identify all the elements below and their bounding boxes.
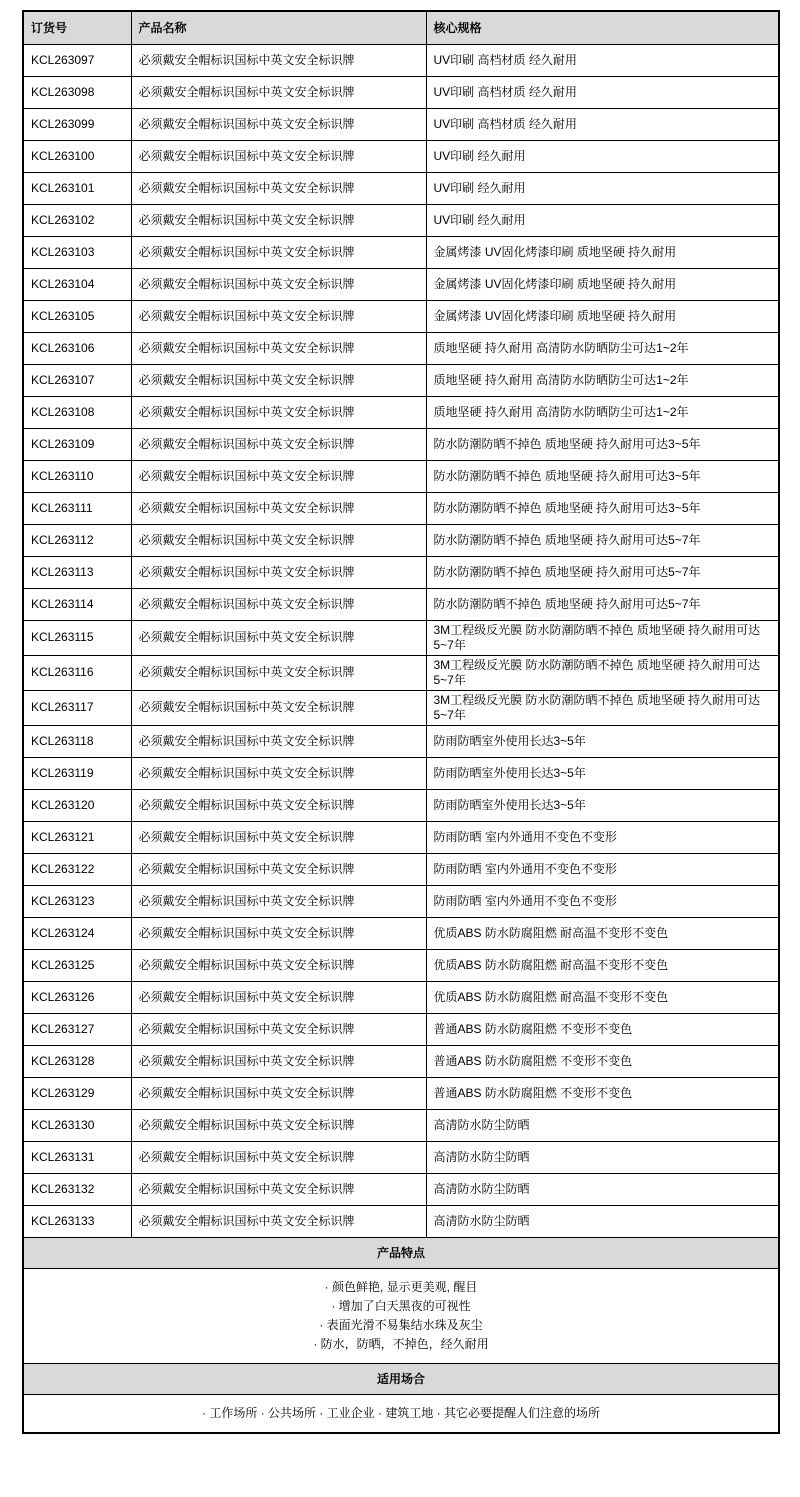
spec-cell: 普通ABS 防水防腐阻燃 不变形不变色 xyxy=(426,1077,779,1109)
features-body-row xyxy=(23,1268,779,1363)
spec-cell: 普通ABS 防水防腐阻燃 不变形不变色 xyxy=(426,1013,779,1045)
spec-cell: 3M工程级反光膜 防水防潮防晒不掉色 质地坚硬 持久耐用可达5~7年 xyxy=(426,690,779,725)
table-row xyxy=(23,44,779,76)
order-code-cell: KCL263121 xyxy=(23,821,131,853)
table-row xyxy=(23,556,779,588)
table-row xyxy=(23,853,779,885)
column-header-order-code: 订货号 xyxy=(23,11,131,44)
table-row xyxy=(23,588,779,620)
feature-item: · 防水，防晒，不掉色，经久耐用 xyxy=(313,1336,489,1351)
spec-cell: 金属烤漆 UV固化烤漆印刷 质地坚硬 持久耐用 xyxy=(426,268,779,300)
spec-cell: 优质ABS 防水防腐阻燃 耐高温不变形不变色 xyxy=(426,917,779,949)
table-row xyxy=(23,76,779,108)
info-sections xyxy=(23,1237,779,1433)
spec-cell: 防水防潮防晒不掉色 质地坚硬 持久耐用可达3~5年 xyxy=(426,428,779,460)
table-body xyxy=(23,44,779,1237)
product-name-cell: 必须戴安全帽标识国标中英文安全标识牌 xyxy=(131,690,426,725)
usage-title-row xyxy=(23,1363,779,1394)
spec-cell: 3M工程级反光膜 防水防潮防晒不掉色 质地坚硬 持久耐用可达5~7年 xyxy=(426,655,779,690)
product-name-cell: 必须戴安全帽标识国标中英文安全标识牌 xyxy=(131,556,426,588)
product-name-cell: 必须戴安全帽标识国标中英文安全标识牌 xyxy=(131,789,426,821)
product-name-cell: 必须戴安全帽标识国标中英文安全标识牌 xyxy=(131,204,426,236)
product-name-cell: 必须戴安全帽标识国标中英文安全标识牌 xyxy=(131,655,426,690)
spec-cell: 防水防潮防晒不掉色 质地坚硬 持久耐用可达5~7年 xyxy=(426,588,779,620)
spec-cell: 普通ABS 防水防腐阻燃 不变形不变色 xyxy=(426,1045,779,1077)
order-code-cell: KCL263130 xyxy=(23,1109,131,1141)
product-name-cell: 必须戴安全帽标识国标中英文安全标识牌 xyxy=(131,428,426,460)
section-title-features: 产品特点 xyxy=(23,1237,779,1268)
product-name-cell: 必须戴安全帽标识国标中英文安全标识牌 xyxy=(131,140,426,172)
order-code-cell: KCL263122 xyxy=(23,853,131,885)
product-name-cell: 必须戴安全帽标识国标中英文安全标识牌 xyxy=(131,460,426,492)
feature-item: · 表面光滑不易集结水珠及灰尘 xyxy=(319,1317,483,1332)
order-code-cell: KCL263129 xyxy=(23,1077,131,1109)
table-row xyxy=(23,428,779,460)
table-row xyxy=(23,396,779,428)
order-code-cell: KCL263132 xyxy=(23,1173,131,1205)
table-header-row xyxy=(23,11,779,44)
order-code-cell: KCL263114 xyxy=(23,588,131,620)
table-row xyxy=(23,204,779,236)
order-code-cell: KCL263100 xyxy=(23,140,131,172)
product-name-cell: 必须戴安全帽标识国标中英文安全标识牌 xyxy=(131,757,426,789)
spec-cell: 防雨防晒室外使用长达3~5年 xyxy=(426,725,779,757)
product-name-cell: 必须戴安全帽标识国标中英文安全标识牌 xyxy=(131,1205,426,1237)
order-code-cell: KCL263115 xyxy=(23,620,131,655)
table-row xyxy=(23,885,779,917)
order-code-cell: KCL263107 xyxy=(23,364,131,396)
table-row xyxy=(23,1045,779,1077)
product-name-cell: 必须戴安全帽标识国标中英文安全标识牌 xyxy=(131,172,426,204)
table-row xyxy=(23,725,779,757)
spec-cell: 高清防水防尘防晒 xyxy=(426,1205,779,1237)
spec-cell: UV印刷 高档材质 经久耐用 xyxy=(426,76,779,108)
order-code-cell: KCL263119 xyxy=(23,757,131,789)
table-row xyxy=(23,524,779,556)
spec-cell: 防水防潮防晒不掉色 质地坚硬 持久耐用可达3~5年 xyxy=(426,460,779,492)
order-code-cell: KCL263103 xyxy=(23,236,131,268)
product-name-cell: 必须戴安全帽标识国标中英文安全标识牌 xyxy=(131,821,426,853)
table-row xyxy=(23,1013,779,1045)
product-name-cell: 必须戴安全帽标识国标中英文安全标识牌 xyxy=(131,1109,426,1141)
product-name-cell: 必须戴安全帽标识国标中英文安全标识牌 xyxy=(131,853,426,885)
product-name-cell: 必须戴安全帽标识国标中英文安全标识牌 xyxy=(131,1077,426,1109)
usage-text: · 工作场所 · 公共场所 · 工业企业 · 建筑工地 · 其它必要提醒人们注意的场所 xyxy=(23,1394,779,1433)
spec-cell: 金属烤漆 UV固化烤漆印刷 质地坚硬 持久耐用 xyxy=(426,236,779,268)
order-code-cell: KCL263106 xyxy=(23,332,131,364)
feature-item: · 颜色鲜艳, 显示更美观, 醒目 xyxy=(324,1279,478,1294)
spec-cell: 质地坚硬 持久耐用 高清防水防晒防尘可达1~2年 xyxy=(426,396,779,428)
product-name-cell: 必须戴安全帽标识国标中英文安全标识牌 xyxy=(131,332,426,364)
spec-cell: 高清防水防尘防晒 xyxy=(426,1173,779,1205)
order-code-cell: KCL263123 xyxy=(23,885,131,917)
spec-cell: 优质ABS 防水防腐阻燃 耐高温不变形不变色 xyxy=(426,949,779,981)
table-row xyxy=(23,789,779,821)
spec-cell: 高清防水防尘防晒 xyxy=(426,1141,779,1173)
order-code-cell: KCL263108 xyxy=(23,396,131,428)
spec-cell: 防水防潮防晒不掉色 质地坚硬 持久耐用可达3~5年 xyxy=(426,492,779,524)
product-name-cell: 必须戴安全帽标识国标中英文安全标识牌 xyxy=(131,1045,426,1077)
order-code-cell: KCL263125 xyxy=(23,949,131,981)
table-row xyxy=(23,1173,779,1205)
spec-cell: UV印刷 高档材质 经久耐用 xyxy=(426,108,779,140)
table-row xyxy=(23,917,779,949)
order-code-cell: KCL263124 xyxy=(23,917,131,949)
table-row xyxy=(23,949,779,981)
spec-cell: UV印刷 经久耐用 xyxy=(426,172,779,204)
table-row xyxy=(23,140,779,172)
spec-cell: 防雨防晒 室内外通用不变色不变形 xyxy=(426,821,779,853)
order-code-cell: KCL263131 xyxy=(23,1141,131,1173)
table-row xyxy=(23,364,779,396)
order-code-cell: KCL263104 xyxy=(23,268,131,300)
order-code-cell: KCL263120 xyxy=(23,789,131,821)
product-name-cell: 必须戴安全帽标识国标中英文安全标识牌 xyxy=(131,949,426,981)
spec-cell: 金属烤漆 UV固化烤漆印刷 质地坚硬 持久耐用 xyxy=(426,300,779,332)
table-row xyxy=(23,172,779,204)
order-code-cell: KCL263126 xyxy=(23,981,131,1013)
features-list xyxy=(23,1268,779,1363)
features-title-row xyxy=(23,1237,779,1268)
order-code-cell: KCL263109 xyxy=(23,428,131,460)
spec-cell: UV印刷 经久耐用 xyxy=(426,140,779,172)
spec-cell: 防雨防晒室外使用长达3~5年 xyxy=(426,757,779,789)
spec-cell: 3M工程级反光膜 防水防潮防晒不掉色 质地坚硬 持久耐用可达5~7年 xyxy=(426,620,779,655)
section-title-usage: 适用场合 xyxy=(23,1363,779,1394)
product-name-cell: 必须戴安全帽标识国标中英文安全标识牌 xyxy=(131,588,426,620)
table-row xyxy=(23,757,779,789)
table-row xyxy=(23,1205,779,1237)
spec-cell: 质地坚硬 持久耐用 高清防水防晒防尘可达1~2年 xyxy=(426,364,779,396)
column-header-product-name: 产品名称 xyxy=(131,11,426,44)
product-name-cell: 必须戴安全帽标识国标中英文安全标识牌 xyxy=(131,108,426,140)
order-code-cell: KCL263097 xyxy=(23,44,131,76)
order-code-cell: KCL263102 xyxy=(23,204,131,236)
table-row xyxy=(23,655,779,690)
order-code-cell: KCL263098 xyxy=(23,76,131,108)
order-code-cell: KCL263113 xyxy=(23,556,131,588)
spec-cell: 防水防潮防晒不掉色 质地坚硬 持久耐用可达5~7年 xyxy=(426,524,779,556)
spec-cell: 防雨防晒 室内外通用不变色不变形 xyxy=(426,885,779,917)
table-row xyxy=(23,1141,779,1173)
product-name-cell: 必须戴安全帽标识国标中英文安全标识牌 xyxy=(131,524,426,556)
product-spec-table xyxy=(22,10,780,1434)
table-row xyxy=(23,236,779,268)
product-name-cell: 必须戴安全帽标识国标中英文安全标识牌 xyxy=(131,1141,426,1173)
product-name-cell: 必须戴安全帽标识国标中英文安全标识牌 xyxy=(131,396,426,428)
order-code-cell: KCL263099 xyxy=(23,108,131,140)
spec-cell: 防雨防晒室外使用长达3~5年 xyxy=(426,789,779,821)
product-name-cell: 必须戴安全帽标识国标中英文安全标识牌 xyxy=(131,885,426,917)
order-code-cell: KCL263111 xyxy=(23,492,131,524)
order-code-cell: KCL263116 xyxy=(23,655,131,690)
table-row xyxy=(23,460,779,492)
table-row xyxy=(23,268,779,300)
order-code-cell: KCL263118 xyxy=(23,725,131,757)
product-name-cell: 必须戴安全帽标识国标中英文安全标识牌 xyxy=(131,1173,426,1205)
table-row xyxy=(23,108,779,140)
spec-cell: UV印刷 经久耐用 xyxy=(426,204,779,236)
table-row xyxy=(23,332,779,364)
product-name-cell: 必须戴安全帽标识国标中英文安全标识牌 xyxy=(131,620,426,655)
table-row xyxy=(23,1077,779,1109)
product-name-cell: 必须戴安全帽标识国标中英文安全标识牌 xyxy=(131,364,426,396)
spec-cell: 质地坚硬 持久耐用 高清防水防晒防尘可达1~2年 xyxy=(426,332,779,364)
order-code-cell: KCL263112 xyxy=(23,524,131,556)
product-name-cell: 必须戴安全帽标识国标中英文安全标识牌 xyxy=(131,725,426,757)
table-row xyxy=(23,1109,779,1141)
table-row xyxy=(23,690,779,725)
order-code-cell: KCL263110 xyxy=(23,460,131,492)
spec-cell: UV印刷 高档材质 经久耐用 xyxy=(426,44,779,76)
table-row xyxy=(23,492,779,524)
table-row xyxy=(23,300,779,332)
product-name-cell: 必须戴安全帽标识国标中英文安全标识牌 xyxy=(131,300,426,332)
order-code-cell: KCL263117 xyxy=(23,690,131,725)
usage-body-row xyxy=(23,1394,779,1433)
order-code-cell: KCL263105 xyxy=(23,300,131,332)
spec-cell: 高清防水防尘防晒 xyxy=(426,1109,779,1141)
column-header-core-spec: 核心规格 xyxy=(426,11,779,44)
table-row xyxy=(23,620,779,655)
order-code-cell: KCL263133 xyxy=(23,1205,131,1237)
spec-cell: 防水防潮防晒不掉色 质地坚硬 持久耐用可达5~7年 xyxy=(426,556,779,588)
product-name-cell: 必须戴安全帽标识国标中英文安全标识牌 xyxy=(131,44,426,76)
table-row xyxy=(23,981,779,1013)
product-name-cell: 必须戴安全帽标识国标中英文安全标识牌 xyxy=(131,76,426,108)
order-code-cell: KCL263101 xyxy=(23,172,131,204)
spec-cell: 防雨防晒 室内外通用不变色不变形 xyxy=(426,853,779,885)
order-code-cell: KCL263128 xyxy=(23,1045,131,1077)
spec-cell: 优质ABS 防水防腐阻燃 耐高温不变形不变色 xyxy=(426,981,779,1013)
product-name-cell: 必须戴安全帽标识国标中英文安全标识牌 xyxy=(131,268,426,300)
product-name-cell: 必须戴安全帽标识国标中英文安全标识牌 xyxy=(131,492,426,524)
product-name-cell: 必须戴安全帽标识国标中英文安全标识牌 xyxy=(131,1013,426,1045)
table-row xyxy=(23,821,779,853)
order-code-cell: KCL263127 xyxy=(23,1013,131,1045)
product-name-cell: 必须戴安全帽标识国标中英文安全标识牌 xyxy=(131,236,426,268)
feature-item: · 增加了白天黑夜的可视性 xyxy=(331,1298,471,1313)
product-name-cell: 必须戴安全帽标识国标中英文安全标识牌 xyxy=(131,917,426,949)
product-name-cell: 必须戴安全帽标识国标中英文安全标识牌 xyxy=(131,981,426,1013)
